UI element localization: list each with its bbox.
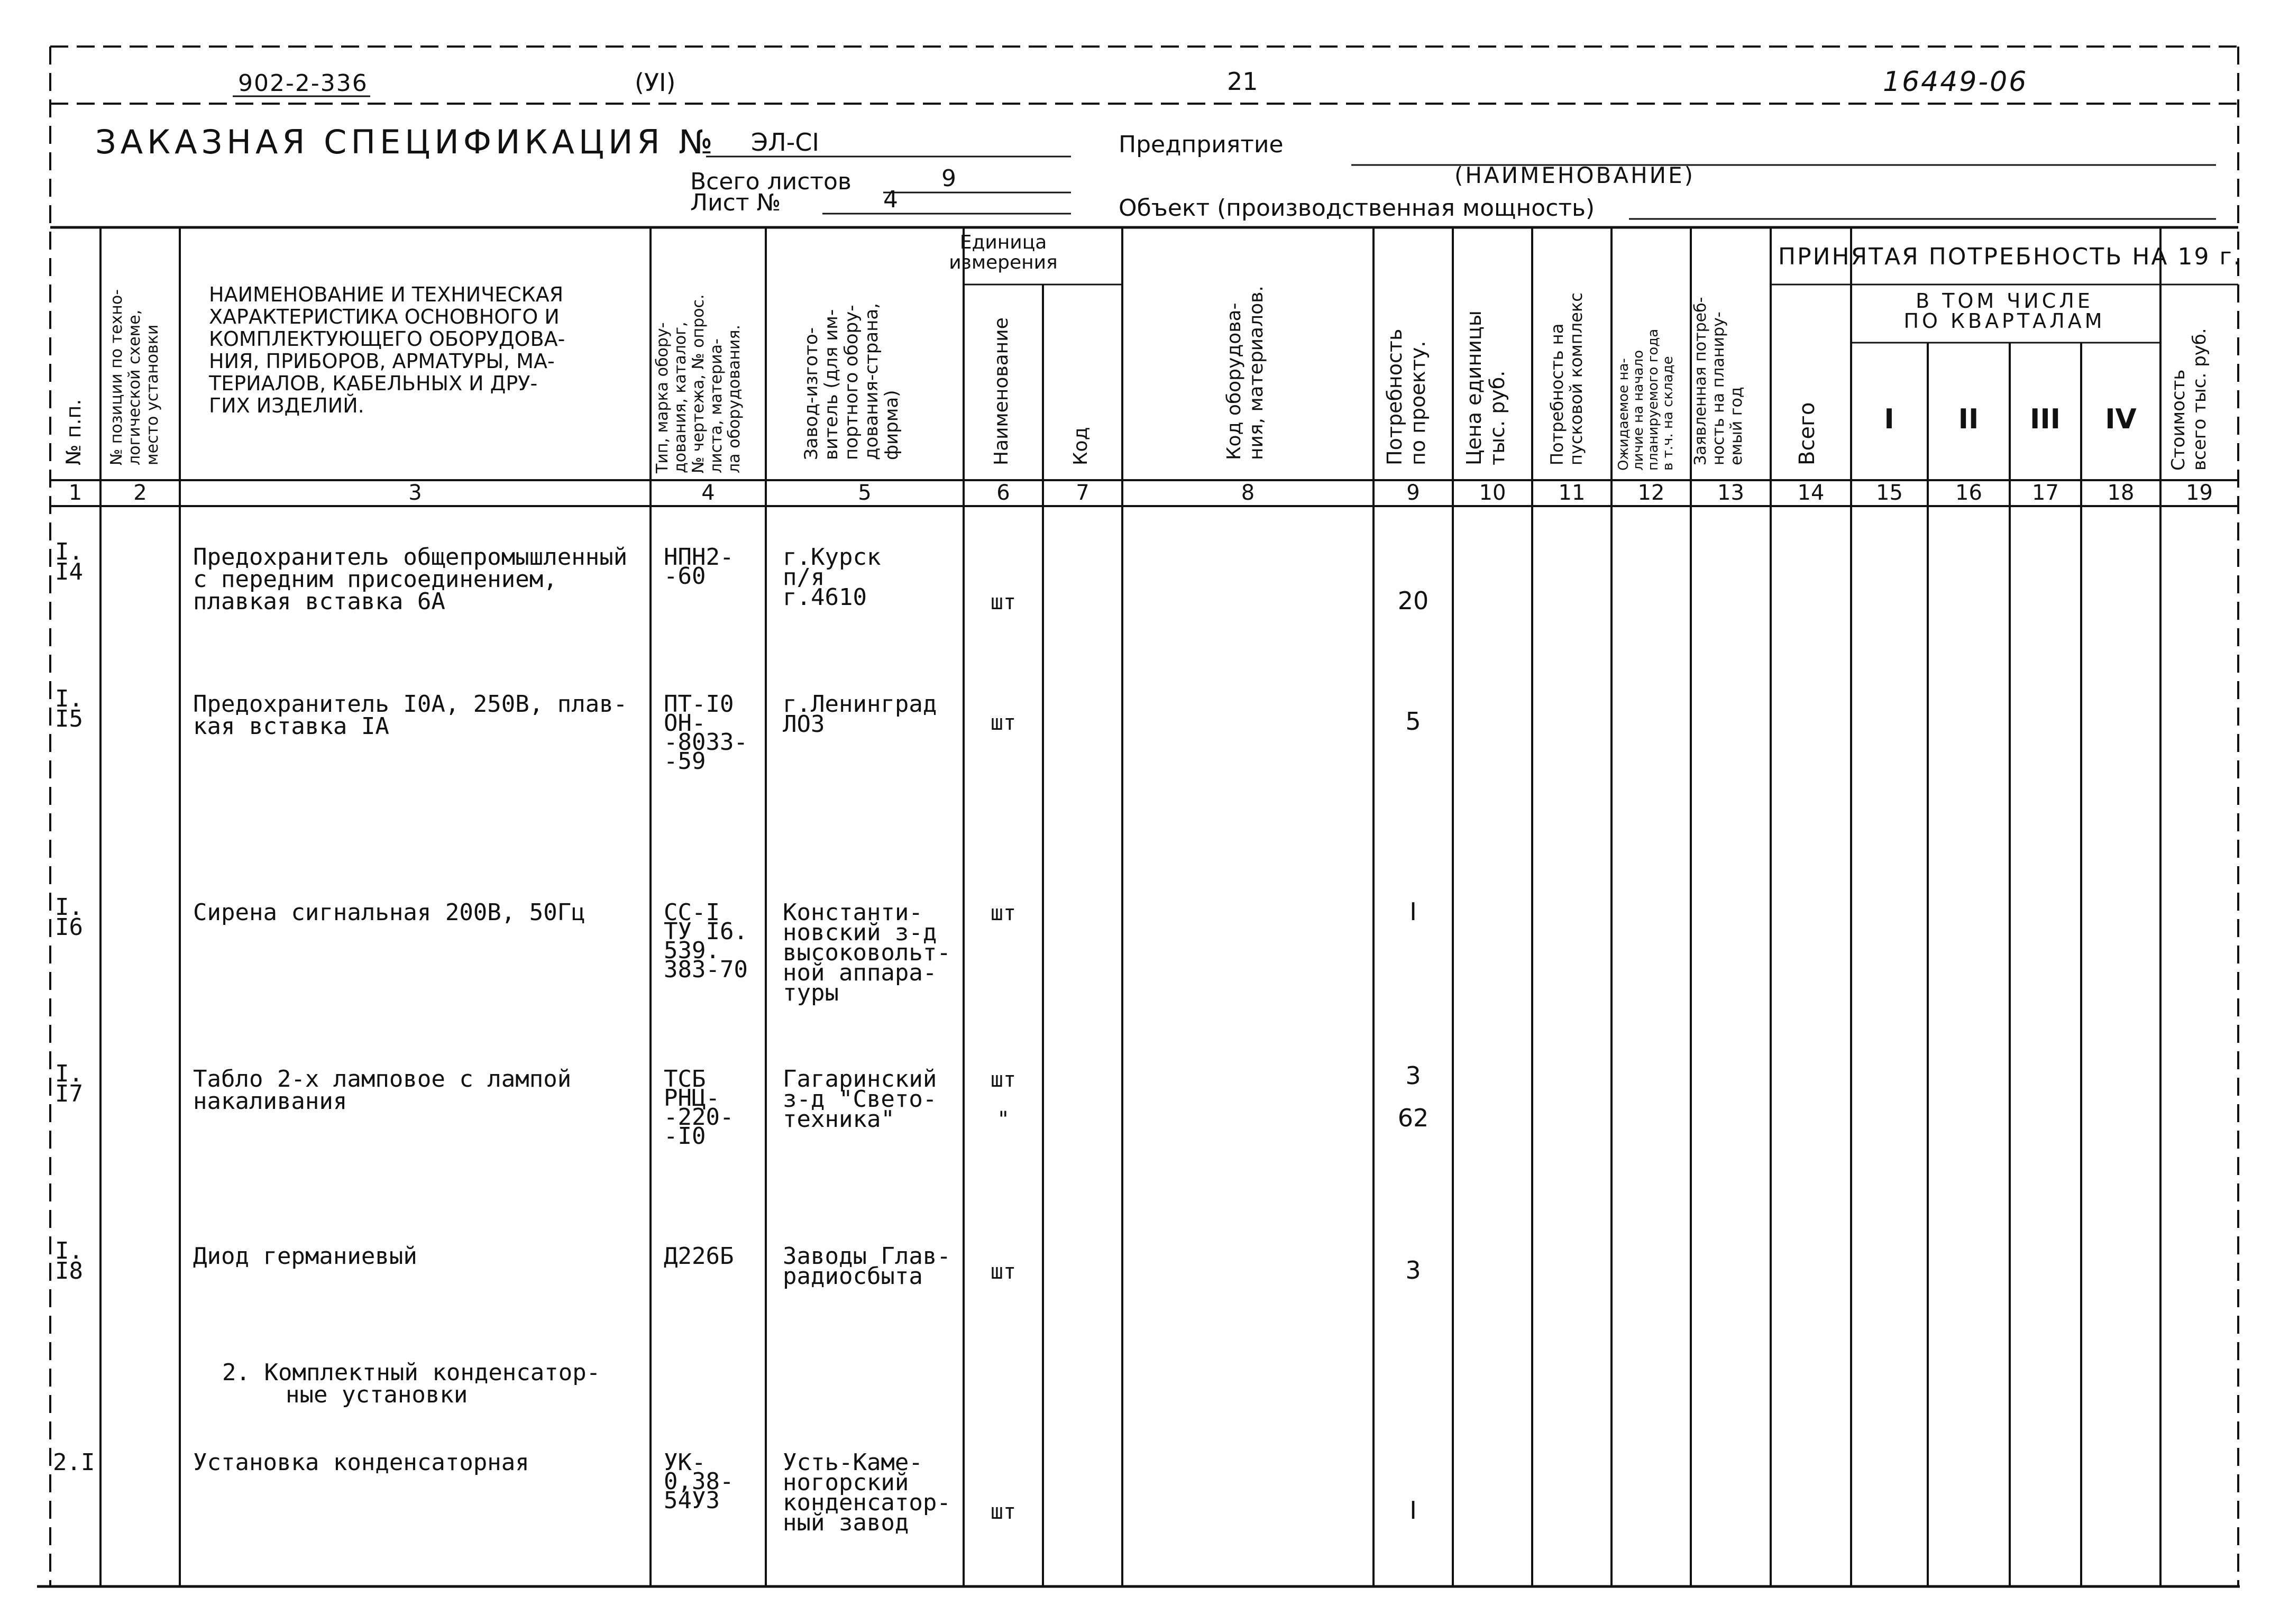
item-type: ТУ I6. [664,918,748,945]
col-header-8: Код оборудова- [1223,302,1245,460]
column-number: 9 [1406,481,1420,505]
sheet-label: Лист № [690,189,781,216]
col-header-13: Заявленная потреб- [1691,297,1710,465]
quarters-header: ПО КВАРТАЛАМ [1903,309,2105,333]
unit-name: шт [990,901,1017,925]
item-manufacturer: ногорский [783,1469,909,1496]
item-manufacturer: г.Ленинград [783,691,937,718]
col-header-9: по проекту. [1406,341,1430,465]
column-number: 6 [996,481,1010,505]
row-number: I4 [55,558,83,585]
col-header-5: фирма) [881,390,902,460]
column-number: 18 [2107,481,2135,505]
col-header-12: Ожидаемое на- [1616,358,1632,471]
row-number: I. [55,894,83,921]
column-number: 8 [1241,481,1255,505]
column-number: 5 [858,481,872,505]
row-number: I8 [55,1258,83,1284]
item-type: ПТ-I0 [664,691,734,718]
col-header-19: Стоимость [2168,369,2189,471]
item-type: 0,38- [664,1468,734,1495]
unit-name: шт [990,1500,1017,1524]
object-label: Объект (производственная мощность) [1119,195,1595,222]
item-manufacturer: Гагаринский [783,1066,937,1093]
item-type: РНЦ- [664,1085,720,1112]
item-type: 54УЗ [664,1487,720,1514]
item-type: -8033- [664,729,748,756]
item-type: -220- [664,1104,734,1131]
item-manufacturer: радиосбыта [783,1263,923,1290]
row-number: I6 [55,914,83,941]
col-header-7: Код [1070,427,1092,465]
column-number: 19 [2186,481,2213,505]
col-header-13: ность на планиру- [1709,311,1728,465]
column-number: 12 [1637,481,1665,505]
item-name: Сирена сигнальная 200В, 50Гц [193,899,585,926]
col-header-6: Наименование [991,317,1012,465]
item-manufacturer: туры [783,979,839,1006]
item-manufacturer: новский з-д [783,919,937,946]
row-number: I7 [55,1080,83,1107]
col-header-12: планируемого года [1645,328,1661,471]
column-number: 4 [701,481,715,505]
item-type: УК- [664,1449,706,1476]
col-header-5: Завод-изгото- [801,327,822,460]
quarters-header: В ТОМ ЧИСЛЕ [1916,289,2093,313]
item-manufacturer: Константи- [783,899,923,926]
item-type: Д226Б [664,1243,734,1270]
item-manufacturer: ЛОЗ [783,711,825,738]
enterprise-label: Предприятие [1119,131,1284,158]
item-manufacturer: з-д "Свето- [783,1086,937,1113]
item-name: плавкая вставка 6А [193,588,445,615]
unit-group-header: Единица [959,232,1047,253]
item-name: Табло 2-х ламповое с лампой [193,1066,572,1093]
col-header-13: емый год [1727,387,1746,465]
column-number: 17 [2032,481,2059,505]
col-header-11: Потребность на [1547,323,1567,465]
row-number: I. [55,685,83,712]
col-header-18: IV [2105,403,2137,435]
item-manufacturer: Усть-Каме- [783,1449,923,1476]
col-header-4: Тип, марка обору- [653,322,672,473]
item-type: СС-I [664,899,720,926]
quantity: 3 [1405,1061,1421,1090]
total-sheets: 9 [941,165,956,192]
item-type: -59 [664,748,706,775]
page-number: 21 [1227,67,1258,96]
item-type: ТСБ [664,1066,706,1093]
col-header-3: НАИМЕНОВАНИЕ И ТЕХНИЧЕСКАЯ [209,283,564,306]
col-header-3: КОМПЛЕКТУЮЩЕГО ОБОРУДОВА- [209,327,565,351]
unit-name: шт [990,711,1017,735]
column-number: 3 [408,481,422,505]
column-number: 2 [133,481,147,505]
item-manufacturer: ной аппара- [783,959,937,986]
item-manufacturer: п/я [783,564,825,591]
row-number: I. [55,538,83,565]
col-header-1: № п.п. [62,399,85,465]
item-manufacturer: конденсатор- [783,1489,951,1516]
column-number: 16 [1955,481,1982,505]
column-number: 7 [1076,481,1089,505]
unit-name: шт [990,1068,1017,1092]
col-header-3: ТЕРИАЛОВ, КАБЕЛЬНЫХ И ДРУ- [209,372,538,395]
item-manufacturer: ный завод [783,1509,909,1536]
unit-name: шт [990,1260,1017,1284]
col-header-11: пусковой комплекс [1566,292,1586,465]
section-title: 2. Комплектный конденсатор- [222,1359,601,1386]
quantity: 62 [1397,1104,1429,1132]
col-header-5: портного обору- [841,305,862,460]
col-header-17: III [2029,403,2061,435]
col-header-2: № позиции по техно- [107,289,126,465]
spec-number: ЭЛ-СI [751,128,819,157]
unit-name: " [996,1107,1010,1132]
col-header-3: ХАРАКТЕРИСТИКА ОСНОВНОГО И [209,305,560,328]
spec-title: ЗАКАЗНАЯ СПЕЦИФИКАЦИЯ № [95,123,717,161]
col-header-4: ла оборудования. [725,325,744,473]
unit-group-header: измерения [949,252,1058,273]
column-number: 14 [1797,481,1825,505]
item-manufacturer: высоковольт- [783,939,951,966]
col-header-19: всего тыс. руб. [2189,328,2210,471]
item-manufacturer: Заводы Глав- [783,1243,951,1270]
item-name: Предохранитель I0А, 250В, плав- [193,691,628,718]
doc-number: 902-2-336 [238,70,368,97]
col-header-4: листа, материа- [707,338,726,473]
col-header-12: личие на начало [1631,350,1646,471]
quantity: 5 [1405,707,1421,736]
item-type: -60 [664,563,706,590]
item-name: кая вставка IА [193,713,389,740]
accepted-need-header: ПРИНЯТАЯ ПОТРЕБНОСТЬ НА 19 г. [1778,243,2242,270]
col-header-12: в т.ч. на складе [1660,356,1676,471]
item-name: Диод германиевый [193,1243,417,1270]
item-name: с передним присоединением, [193,566,557,593]
col-header-3: ГИХ ИЗДЕЛИЙ. [209,394,364,417]
col-header-3: НИЯ, ПРИБОРОВ, АРМАТУРЫ, МА- [209,350,555,373]
col-header-15: I [1884,403,1894,435]
column-number: 11 [1558,481,1586,505]
item-name: Предохранитель общепромышленный [193,544,628,571]
col-header-4: № чертежа, № опрос. [689,294,708,473]
row-number: 2.I [53,1449,95,1476]
col-header-9: Потребность [1383,328,1406,465]
col-header-14: Всего [1795,402,1819,465]
row-number: I. [55,1237,83,1264]
col-header-2: место установки [143,324,162,465]
col-header-16: II [1958,403,1979,435]
section-title: ные установки [286,1381,468,1408]
col-header-10: Цена единицы [1462,310,1486,465]
item-manufacturer: техника" [783,1106,895,1133]
column-number: 13 [1717,481,1744,505]
quantity: I [1409,897,1417,926]
name-note: (НАИМЕНОВАНИЕ) [1454,162,1695,188]
col-header-5: витель (для им- [821,309,842,460]
col-header-8: ния, материалов. [1246,286,1267,460]
item-type: 539. [664,937,720,964]
col-header-2: логической схеме, [125,309,144,465]
quantity: 3 [1405,1256,1421,1284]
item-type: ОН- [664,710,706,737]
item-type: 383-70 [664,956,748,983]
column-number: 10 [1479,481,1506,505]
item-manufacturer: г.4610 [783,584,867,611]
item-manufacturer: г.Курск [783,544,881,571]
quantity: 20 [1397,586,1429,615]
sheet-number: 4 [883,186,898,213]
quantity: I [1409,1496,1417,1525]
item-name: накаливания [193,1088,347,1115]
column-number: 1 [68,481,83,505]
archive-number: 16449-06 [1883,66,2028,98]
row-number: I5 [55,705,83,732]
col-header-10: тыс. руб. [1486,370,1509,465]
album-number: (УI) [635,68,676,97]
item-name: Установка конденсаторная [193,1449,529,1476]
column-number: 15 [1876,481,1903,505]
item-type: -I0 [664,1123,706,1150]
total-sheets-label: Всего листов [690,168,851,195]
row-number: I. [55,1060,83,1087]
col-header-4: дования, каталог, [671,322,690,473]
unit-name: шт [990,590,1017,614]
col-header-5: дования-страна, [861,302,882,460]
item-type: НПН2- [664,544,734,571]
